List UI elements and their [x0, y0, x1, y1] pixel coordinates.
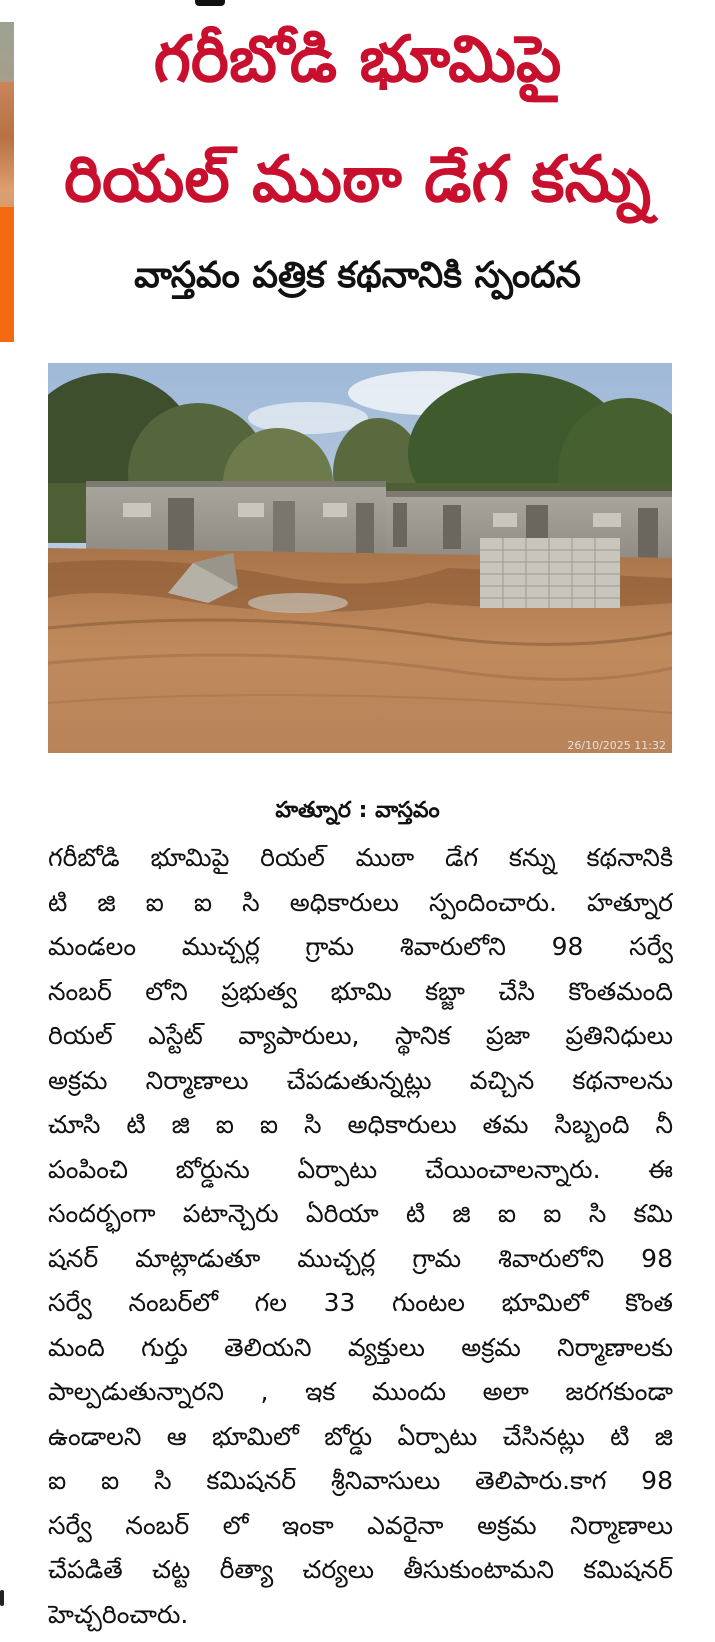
headline-line-2: రియల్ ముఠా డేగ కన్ను	[64, 143, 651, 217]
body-line: పాల్పడుతున్నారని , ఇక ముందు అలా జరగకుండా	[48, 1377, 673, 1406]
body-line: హెచ్చరించారు.	[48, 1599, 189, 1629]
article-body	[48, 836, 673, 1637]
headline-line-1: గరీబోడి భూమిపై	[153, 23, 562, 97]
body-line: చేపడితే చట్ట రీత్యా చర్యలు తీసుకుంటామని కమిషనర్	[48, 1555, 673, 1584]
news-photo-construction-site	[48, 363, 672, 753]
body-line: సర్వే నంబర్‌లో గల 33 గుంటల భూమిలో కొంత	[48, 1288, 673, 1317]
body-line: షనర్ మాట్లాడుతూ ముచ్చర్ల గ్రామ శివారులోని 98	[48, 1243, 673, 1273]
clipping-edge-dot	[0, 1590, 4, 1606]
body-line: మండలం ముచ్చర్ల గ్రామ శివారులోని 98 సర్వే	[48, 932, 673, 961]
body-line: చూసి టి జి ఐ ఐ సి అధికారులు తమ సిబ్బంది నీ	[48, 1110, 673, 1139]
clipping-edge-mark	[195, 0, 225, 6]
body-line: ఐ ఐ సి కమిషనర్ శ్రీనివాసులు తెలిపారు.కాగ 98	[48, 1466, 673, 1495]
body-line: సందర్భంగా పటాన్చెరు ఏరియా టి జి ఐ ఐ సి కమి	[48, 1199, 673, 1228]
body-line: మంది గుర్తు తెలియని వ్యక్తులు అక్రమ నిర్మాణాలకు	[48, 1332, 673, 1362]
body-line: పంపించి బోర్డును ఏర్పాటు చేయించాలన్నారు. ఈ	[48, 1154, 673, 1184]
subheadline: వాస్తవం పత్రిక కథనానికి స్పందన	[134, 255, 581, 296]
body-line: సర్వే నంబర్ లో ఇంకా ఎవరైనా అక్రమ నిర్మాణాలు	[48, 1510, 673, 1540]
body-line: అక్రమ నిర్మాణాలు చేపడుతున్నట్లు వచ్చిన కథనాలను	[48, 1065, 673, 1095]
body-line: గరీబోడి భూమిపై రియల్ ముఠా డేగ కన్ను కథనానికి	[48, 843, 673, 872]
dateline: హత్నూర : వాస్తవం	[275, 798, 440, 823]
body-line: నంబర్ లోని ప్రభుత్వ భూమి కబ్జా చేసి కొంతమంది	[48, 976, 673, 1006]
body-line: రియల్ ఎస్టేట్ వ్యాపారులు, స్థానిక ప్రజా ప్రతినిధులు	[48, 1021, 673, 1050]
body-line: ఉండాలని ఆ భూమిలో బోర్డు ఏర్పాటు చేసినట్లు టి జి	[48, 1421, 673, 1451]
body-line: టి జి ఐ ఐ సి అధికారులు స్పందించారు. హత్నూర	[48, 887, 673, 917]
photo-timestamp: 26/10/2025 11:32	[567, 739, 666, 752]
